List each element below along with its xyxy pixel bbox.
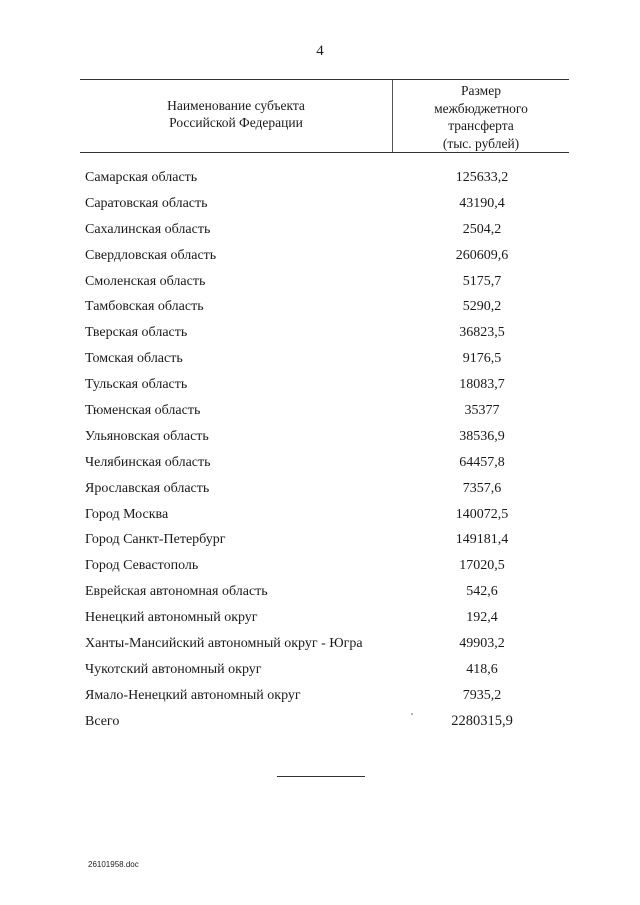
subject-name: Чукотский автономный округ: [85, 661, 262, 677]
transfer-amount: 9176,5: [462, 351, 502, 367]
subject-name: Тверская область: [85, 325, 188, 341]
table-row: [85, 372, 569, 398]
subject-name: Город Севастополь: [85, 558, 199, 574]
total-amount: 2280315,9: [451, 713, 513, 730]
transfer-amount: 7935,2: [462, 687, 502, 703]
table-body: [85, 165, 569, 735]
transfer-amount: 125633,2: [455, 169, 509, 185]
table-row: [85, 476, 569, 502]
table-row: [85, 398, 569, 424]
table-row: [85, 605, 569, 631]
table-row: [85, 320, 569, 346]
transfer-amount: 64457,8: [459, 454, 505, 470]
table-row: [85, 269, 569, 295]
scan-speck: [411, 713, 413, 715]
transfer-amount: 418,6: [466, 661, 498, 677]
header-transfer-size-line: (тыс. рублей): [442, 135, 520, 151]
transfer-amount: 17020,5: [459, 558, 505, 574]
table-row: [85, 683, 569, 709]
total-row: [85, 709, 569, 735]
header-subject-name-line: Наименование субъекта: [167, 98, 305, 113]
transfer-amount: 260609,6: [455, 247, 509, 263]
subject-name: Свердловская область: [85, 247, 217, 263]
transfer-amount: 7357,6: [462, 480, 502, 496]
subject-name: Тамбовская область: [85, 299, 204, 315]
table-row: [85, 631, 569, 657]
subject-name: Ненецкий автономный округ: [85, 610, 258, 626]
header-subject-name-line: Российской Федерации: [169, 115, 303, 130]
subject-name: Сахалинская область: [85, 221, 211, 237]
header-transfer-size: [393, 82, 569, 152]
total-label: Всего: [85, 713, 120, 729]
end-of-document-rule: [277, 776, 365, 777]
table-row: [85, 243, 569, 269]
table-row: [85, 657, 569, 683]
footer-file-name: 26101958.doc: [88, 860, 139, 869]
table-row: [85, 191, 569, 217]
header-transfer-size-line: трансферта: [448, 118, 514, 133]
subject-name: Саратовская область: [85, 195, 208, 211]
subject-name: Тюменская область: [85, 402, 201, 418]
table-row: [85, 502, 569, 528]
subject-name: Ямало-Ненецкий автономный округ: [85, 687, 301, 703]
transfer-amount: 36823,5: [459, 325, 505, 341]
table-row: [85, 553, 569, 579]
subject-name: Самарская область: [85, 169, 198, 185]
subject-name: Ханты-Мансийский автономный округ - Югра: [85, 635, 363, 651]
header-transfer-size-line: Размер: [461, 83, 501, 98]
subject-name: Томская область: [85, 351, 183, 367]
table-row: [85, 450, 569, 476]
subject-name: Город Москва: [85, 506, 169, 522]
table-row: [85, 294, 569, 320]
transfer-amount: 2504,2: [462, 221, 502, 237]
subject-name: Ульяновская область: [85, 428, 209, 444]
table-row: [85, 527, 569, 553]
transfer-amount: 18083,7: [459, 377, 505, 393]
subject-name: Смоленская область: [85, 273, 206, 289]
transfer-amount: 35377: [464, 402, 500, 418]
transfer-amount: 5290,2: [462, 299, 502, 315]
table-top-rule: [80, 79, 569, 80]
header-transfer-size-line: межбюджетного: [434, 100, 528, 116]
transfer-amount: 49903,2: [459, 635, 505, 651]
table-header-bottom-rule: [80, 152, 569, 153]
header-subject-name: [80, 97, 392, 131]
subject-name: Город Санкт-Петербург: [85, 532, 226, 548]
subject-name: Ярославская область: [85, 480, 210, 496]
table-row: [85, 424, 569, 450]
page-number: 4: [316, 43, 324, 59]
transfer-amount: 192,4: [466, 610, 498, 626]
subject-name: Челябинская область: [85, 454, 211, 470]
subject-name: Тульская область: [85, 377, 188, 393]
transfer-amount: 149181,4: [455, 532, 509, 548]
table-row: [85, 346, 569, 372]
transfer-amount: 5175,7: [462, 273, 502, 289]
subject-name: Еврейская автономная область: [85, 584, 268, 600]
transfer-amount: 38536,9: [459, 428, 505, 444]
transfer-amount: 542,6: [466, 584, 498, 600]
table-row: [85, 217, 569, 243]
table-row: [85, 165, 569, 191]
transfer-amount: 43190,4: [459, 195, 505, 211]
transfer-amount: 140072,5: [455, 506, 509, 522]
table-row: [85, 579, 569, 605]
